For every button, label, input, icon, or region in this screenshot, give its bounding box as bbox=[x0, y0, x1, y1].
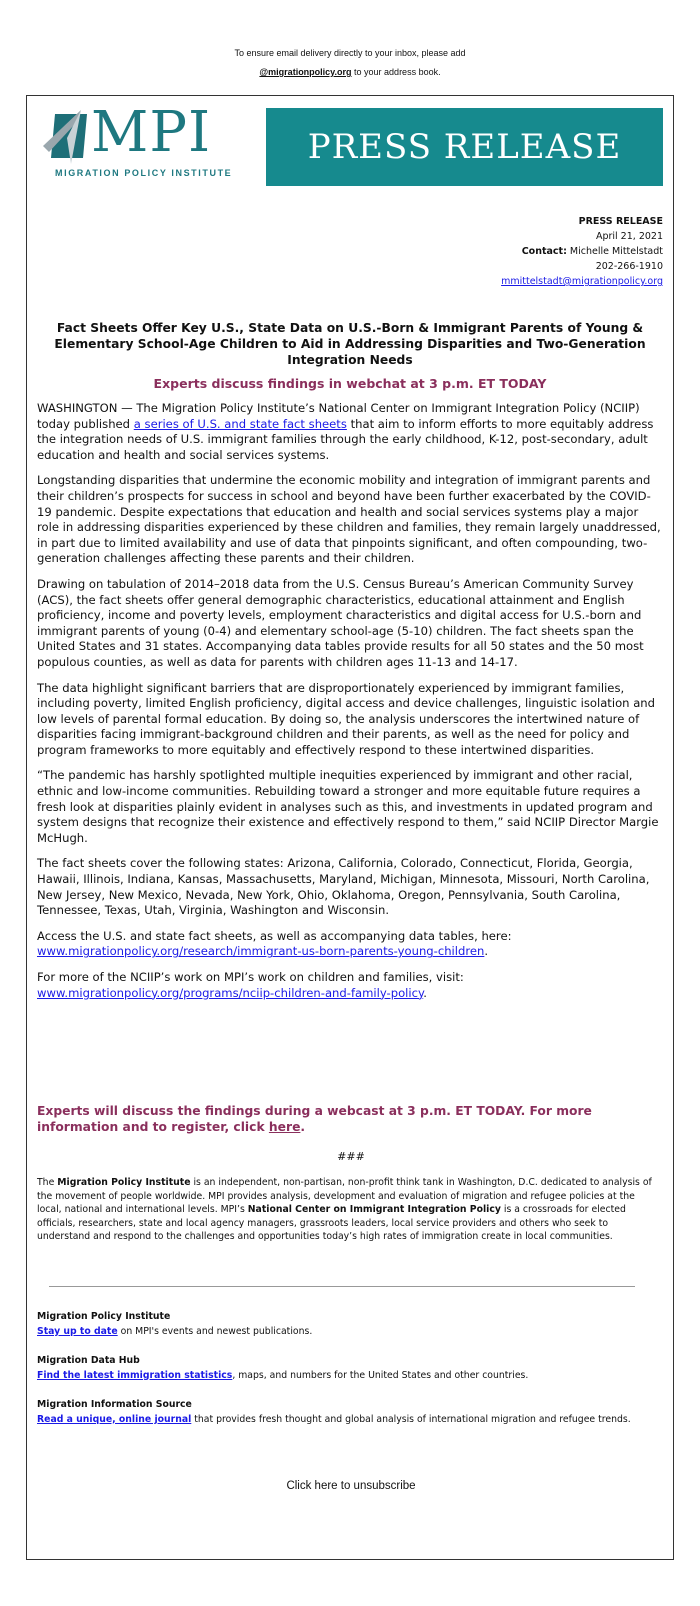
logo-subtitle: MIGRATION POLICY INSTITUTE bbox=[55, 168, 233, 178]
immigration-statistics-link[interactable]: Find the latest immigration statistics bbox=[37, 1369, 233, 1381]
email-frame bbox=[26, 95, 674, 1560]
p7-text-after: . bbox=[484, 944, 489, 959]
separator: ### bbox=[337, 1150, 365, 1163]
fact-sheets-link[interactable]: a series of U.S. and state fact sheets bbox=[133, 416, 347, 431]
footer-data-hub-text: , maps, and numbers for the United States and other countries. bbox=[232, 1369, 529, 1381]
p8-text-after: . bbox=[423, 985, 427, 1000]
register-here-link[interactable]: here bbox=[268, 1120, 301, 1134]
footer-info-source bbox=[37, 1398, 661, 1427]
preheader-line2 bbox=[0, 63, 700, 82]
online-journal-link[interactable]: Read a unique, online journal bbox=[37, 1413, 192, 1425]
contact-email-link[interactable]: mmittelstadt@migrationpolicy.org bbox=[501, 276, 663, 287]
cta-text-after: . bbox=[300, 1120, 306, 1134]
paragraph-8 bbox=[37, 970, 661, 1001]
contact-name: Michelle Mittelstadt bbox=[566, 246, 663, 257]
stay-up-to-date-link[interactable]: Stay up to date bbox=[37, 1325, 118, 1337]
contact-phone: 202-266-1910 bbox=[595, 261, 663, 272]
p8-text-before: For more of the NCIIP’s work on MPI’s work on children and families, visit: bbox=[37, 970, 464, 984]
headline: Fact Sheets Offer Key U.S., State Data on U.S.-Born & Immigrant Parents of Young & Elementary School-Age Children to Aid in Addressing Disparities and Two-Generation Integration Needs bbox=[54, 321, 646, 367]
preheader-line1: To ensure email delivery directly to your inbox, please add bbox=[234, 48, 466, 58]
footer-mpi-text: on MPI's events and newest publications. bbox=[117, 1325, 313, 1337]
webcast-cta bbox=[37, 1103, 661, 1135]
about-bold-2: National Center on Immigrant Integration Policy bbox=[247, 1204, 501, 1216]
p1-text-after: that aim to inform efforts to more equitably address the integration needs of U.S. immigrant families through the early childhood, K-12, post-secondary, adult education and health and social services systems. bbox=[37, 416, 654, 462]
paragraph-5: “The pandemic has harshly spotlighted multiple inequities experienced by immigrant and other racial, ethnic and low-income communities. Rebuilding toward a stronger and more equitable future requires a fresh look at disparities plainly evident in analyses such as this, and investments in updated program and system designs that recognize their existence and effectively respond to them,” said NCIIP Director Margie McHugh. bbox=[37, 768, 659, 845]
preheader bbox=[0, 44, 700, 82]
article-body bbox=[37, 401, 661, 1011]
press-release-label: PRESS RELEASE bbox=[578, 216, 663, 227]
logo-wordmark: MPI bbox=[91, 100, 212, 165]
mpi-logo-mark-icon bbox=[41, 108, 97, 166]
about-bold-1: Migration Policy Institute bbox=[57, 1177, 191, 1188]
about-text-1: The bbox=[37, 1177, 58, 1188]
press-release-banner: PRESS RELEASE bbox=[266, 108, 663, 186]
paragraph-2: Longstanding disparities that undermine the economic mobility and integration of immigrant parents and their children’s prospects for success in school and beyond have been further exacerbated by the COVID-19 pandemic. Despite expectations that education and health and social services systems play a major role in addressing disparities experienced by these children and families, they remain largely unaddressed, in part due to limited availability and use of data that pinpoints significant, and often compounding, two-generation challenges affecting these parents and their children. bbox=[37, 473, 661, 566]
contact-block bbox=[501, 214, 663, 289]
contact-label: Contact: bbox=[521, 246, 567, 257]
unsubscribe-link[interactable]: Click here to unsubscribe bbox=[286, 1480, 416, 1492]
footer-info-source-title: Migration Information Source bbox=[37, 1399, 192, 1410]
paragraph-6: The fact sheets cover the following states: Arizona, California, Colorado, Connecticut, Florida, Georgia, Hawaii, Illinois, Indiana, Kansas, Massachusetts, Maryland, Michigan, Minnesota, Missouri, North Carolina, New Jersey, New Mexico, Nevada, New York, Ohio, Oklahoma, Oregon, Pennsylvania, South Carolina, Tennessee, Texas, Utah, Virginia, Washington and Wisconsin. bbox=[37, 856, 650, 918]
footer-mpi-title: Migration Policy Institute bbox=[37, 1311, 171, 1322]
about-text-2: is an independent, non-partisan, non-profit think tank in Washington, D.C. dedicated to analysis of the movement of people worldwide. MPI provides analysis, development and evaluation of migration and refugee policies at the local, national and international levels. MPI’s bbox=[37, 1177, 652, 1216]
preheader-line2-suffix: to your address book. bbox=[351, 67, 441, 77]
about-mpi bbox=[37, 1176, 661, 1244]
cta-text: Experts will discuss the findings during a webcast at 3 p.m. ET TODAY. For more information and to register, click bbox=[37, 1104, 592, 1134]
divider bbox=[49, 1286, 635, 1287]
release-date: April 21, 2021 bbox=[595, 231, 663, 242]
footer-mpi bbox=[37, 1310, 661, 1339]
programs-link[interactable]: www.migrationpolicy.org/programs/nciip-children-and-family-policy bbox=[37, 985, 424, 1000]
contact-line bbox=[501, 244, 663, 259]
footer-data-hub bbox=[37, 1354, 661, 1383]
paragraph-3: Drawing on tabulation of 2014–2018 data from the U.S. Census Bureau’s American Community Survey (ACS), the fact sheets offer general demographic characteristics, educational attainment and English proficiency, income and poverty levels, employment characteristics and digital access for U.S.-born and immigrant parents of young (0-4) and elementary school-age (5-10) children. The fact sheets span the United States and 31 states. Accompanying data tables provide results for all 50 states and the 50 most populous counties, as well as data for parents with children ages 11-13 and 14-17. bbox=[37, 576, 644, 669]
about-text-3: is a crossroads for elected officials, researchers, state and local agency managers, grassroots leaders, local service providers and others who seek to understand and respond to the challenges and opportunities today’s high rates of immigration create in local communities. bbox=[37, 1204, 626, 1243]
mpi-logo[interactable] bbox=[41, 100, 245, 186]
footer-data-hub-title: Migration Data Hub bbox=[37, 1355, 140, 1366]
p7-text-before: Access the U.S. and state fact sheets, as well as accompanying data tables, here: bbox=[37, 928, 512, 943]
address-book-link[interactable]: @migrationpolicy.org bbox=[259, 67, 352, 77]
subhead: Experts discuss findings in webchat at 3 p.m. ET TODAY bbox=[153, 376, 547, 391]
paragraph-1 bbox=[37, 401, 661, 463]
research-link[interactable]: www.migrationpolicy.org/research/immigrant-us-born-parents-young-children bbox=[37, 944, 485, 959]
paragraph-4: The data highlight significant barriers that are disproportionately experienced by immigrant families, including poverty, limited English proficiency, digital access and device challenges, linguistic isolation and low levels of parental formal education. By doing so, the analysis underscores the intertwined nature of disparities facing immigrant-background children and their parents, as well as the need for policy and program frameworks to more equitably and effectively respond to these intertwined disparities. bbox=[37, 680, 656, 757]
paragraph-7 bbox=[37, 929, 661, 960]
p1-text-before: WASHINGTON — The Migration Policy Institute’s National Center on Immigrant Integration Policy (NCIIP) today published bbox=[37, 401, 640, 431]
footer-info-source-text: that provides fresh thought and global analysis of international migration and refugee trends. bbox=[191, 1413, 631, 1425]
